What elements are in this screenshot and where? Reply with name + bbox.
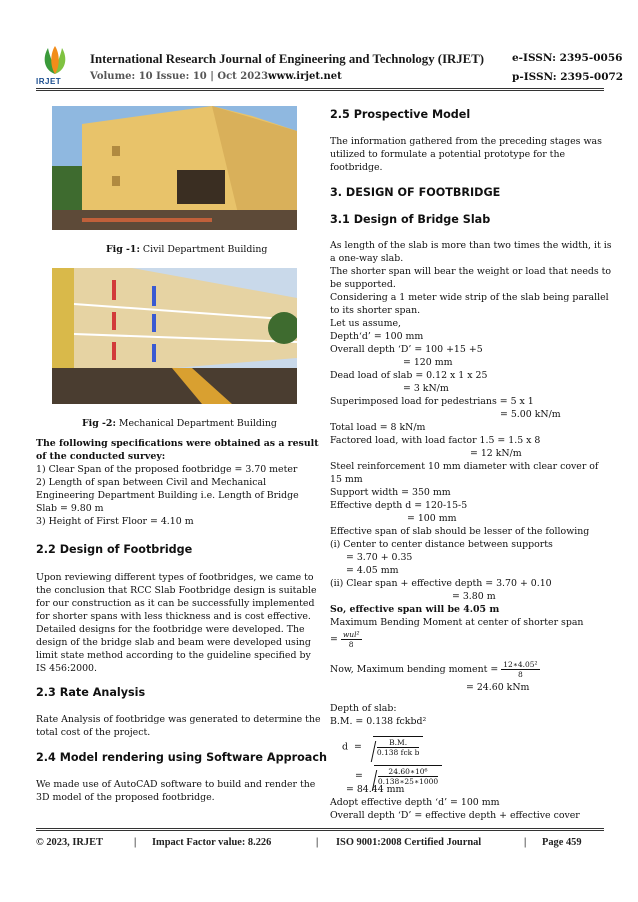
effective-span-result: So, effective span will be 4.05 m (330, 604, 500, 615)
header-divider (36, 88, 604, 89)
d-formula-2: = $\frac{\text{24.60∗10⁶}}{0.138∗25∗1000}$ (355, 765, 442, 787)
calc-line: Factored load, with load factor 1.5 = 1.5 x 8 (330, 435, 541, 446)
spec-item: 1) Clear Span of the proposed footbridge = 3.70 meter (36, 464, 298, 475)
calc-line: = 3.80 m (452, 591, 496, 602)
bm-result: = 24.60 kNm (466, 682, 530, 693)
max-bending-moment-line: Maximum Bending Moment at center of shorter span (330, 617, 584, 628)
s23-line: Rate Analysis of footbridge was generated to determine the (36, 714, 321, 725)
fig2-caption: Fig -2: Mechanical Department Building (82, 418, 277, 429)
section-2-2-title: 2.2 Design of Footbridge (36, 543, 193, 556)
p-issn: p-ISSN: 2395-0072 (512, 71, 624, 83)
bm-equation: B.M. = 0.138 fckbd² (330, 716, 427, 727)
s22-line: the conclusion that RCC Slab Footbridge design is suitable (36, 585, 317, 596)
section-2-4-title: 2.4 Model rendering using Software Approach (36, 751, 327, 764)
d-formula-1: d = $\frac{B.M.}{\text{0.138 fck b}}$ (342, 736, 423, 758)
s24-line: 3D model of the proposed footbridge. (36, 792, 215, 803)
calc-line: = 3 kN/m (403, 383, 449, 394)
calc-line: Total load = 8 kN/m (330, 422, 426, 433)
calc-line: = 3.70 + 0.35 (346, 552, 413, 563)
calc-line: (i) Center to center distance between supports (330, 539, 553, 550)
footer-divider-2 (36, 830, 604, 831)
calc-line: Effective span of slab should be lesser of the following (330, 526, 590, 537)
footer-separator: | (524, 837, 527, 848)
calc-line: to its shorter span. (330, 305, 421, 316)
logo-text: IRJET (36, 77, 62, 86)
copyright: © 2023, IRJET (36, 837, 103, 848)
website-link[interactable]: www.irjet.net (268, 71, 342, 82)
spec-item: 2) Length of span between Civil and Mechanical (36, 477, 267, 488)
spec-item: 3) Height of First Floor = 4.10 m (36, 516, 194, 527)
s22-line: for shorter spans with less thickness and is cost effective. (36, 611, 311, 622)
calc-line: Depth‘d’ = 100 mm (330, 331, 424, 342)
calc-line: Dead load of slab = 0.12 x 1 x 25 (330, 370, 488, 381)
section-2-5-title: 2.5 Prospective Model (330, 108, 471, 121)
page-number: Page 459 (542, 837, 582, 848)
section-3-title: 3. DESIGN OF FOOTBRIDGE (330, 186, 501, 199)
journal-title: International Research Journal of Engineering and Technology (IRJET) (90, 52, 485, 66)
logo-leaf-icon (36, 44, 74, 78)
depth-of-slab: Depth of slab: (330, 703, 397, 714)
iso-certification: ISO 9001:2008 Certified Journal (336, 837, 482, 848)
footer-divider (36, 828, 604, 829)
adopt-depth: Adopt effective depth ‘d’ = 100 mm (330, 797, 500, 808)
section-3-1-title: 3.1 Design of Bridge Slab (330, 213, 491, 226)
calc-line: = 100 mm (407, 513, 457, 524)
s23-line: total cost of the project. (36, 727, 151, 738)
volume-issue: Volume: 10 Issue: 10 | Oct 2023 (90, 71, 269, 82)
spec-item: Slab = 9.80 m (36, 503, 104, 514)
s25-line: The information gathered from the preceding stages was (330, 136, 602, 147)
calc-line: Support width = 350 mm (330, 487, 451, 498)
s22-line: IS 456:2000. (36, 663, 97, 674)
calc-line: Considering a 1 meter wide strip of the slab being parallel (330, 292, 609, 303)
d-result: = 84.44 mm (346, 784, 405, 795)
calc-line: = 4.05 mm (346, 565, 399, 576)
calc-line: 15 mm (330, 474, 363, 485)
e-issn: e-ISSN: 2395-0056 (512, 52, 623, 64)
fig1-caption: Fig -1: Civil Department Building (106, 244, 268, 255)
spec-heading-1: The following specifications were obtained as a result (36, 438, 319, 449)
calc-line: As length of the slab is more than two times the width, it is (330, 240, 612, 251)
fig2-photo (52, 268, 297, 404)
s22-line: for our construction as it can be successfully implemented (36, 598, 315, 609)
s25-line: footbridge. (330, 162, 383, 173)
mbm-formula: = $\frac{\text{wul²}}{8}$ (330, 630, 360, 649)
s24-line: We made use of AutoCAD software to build and render the (36, 779, 316, 790)
s22-line: Detailed designs for the footbridge were developed. The (36, 624, 305, 635)
now-bm-formula: Now, Maximum bending moment = $\frac{\text{12∗4.05²}}{8}$ (330, 660, 538, 679)
spec-item: Engineering Department Building i.e. Length of Bridge (36, 490, 299, 501)
calc-line: be supported. (330, 279, 396, 290)
calc-line: The shorter span will bear the weight or load that needs to (330, 266, 612, 277)
calc-line: = 120 mm (403, 357, 453, 368)
calc-line: Effective depth d = 120-15-5 (330, 500, 468, 511)
impact-factor: Impact Factor value: 8.226 (152, 837, 272, 848)
calc-line: Overall depth ‘D’ = 100 +15 +5 (330, 344, 483, 355)
header-divider-2 (36, 90, 604, 91)
s25-line: utilized to formulate a potential prototype for the (330, 149, 566, 160)
calc-line: = 5.00 kN/m (500, 409, 561, 420)
calc-line: Let us assume, (330, 318, 402, 329)
section-2-3-title: 2.3 Rate Analysis (36, 686, 146, 699)
footer-separator: | (316, 837, 319, 848)
s22-line: design of the bridge slab and beam were developed using (36, 637, 311, 648)
fig1-photo (52, 106, 297, 230)
calc-line: a one-way slab. (330, 253, 404, 264)
calc-line: (ii) Clear span + effective depth = 3.70 + 0.10 (330, 578, 552, 589)
s22-line: limit state method according to the guideline specified by (36, 650, 311, 661)
overall-depth: Overall depth ‘D’ = effective depth + effective cover (330, 810, 580, 821)
calc-line: Superimposed load for pedestrians = 5 x 1 (330, 396, 534, 407)
footer-separator: | (134, 837, 137, 848)
spec-heading-2: of the conducted survey: (36, 451, 166, 462)
calc-line: = 12 kN/m (470, 448, 522, 459)
calc-line: Steel reinforcement 10 mm diameter with clear cover of (330, 461, 599, 472)
s22-line: Upon reviewing different types of footbridges, we came to (36, 572, 314, 583)
